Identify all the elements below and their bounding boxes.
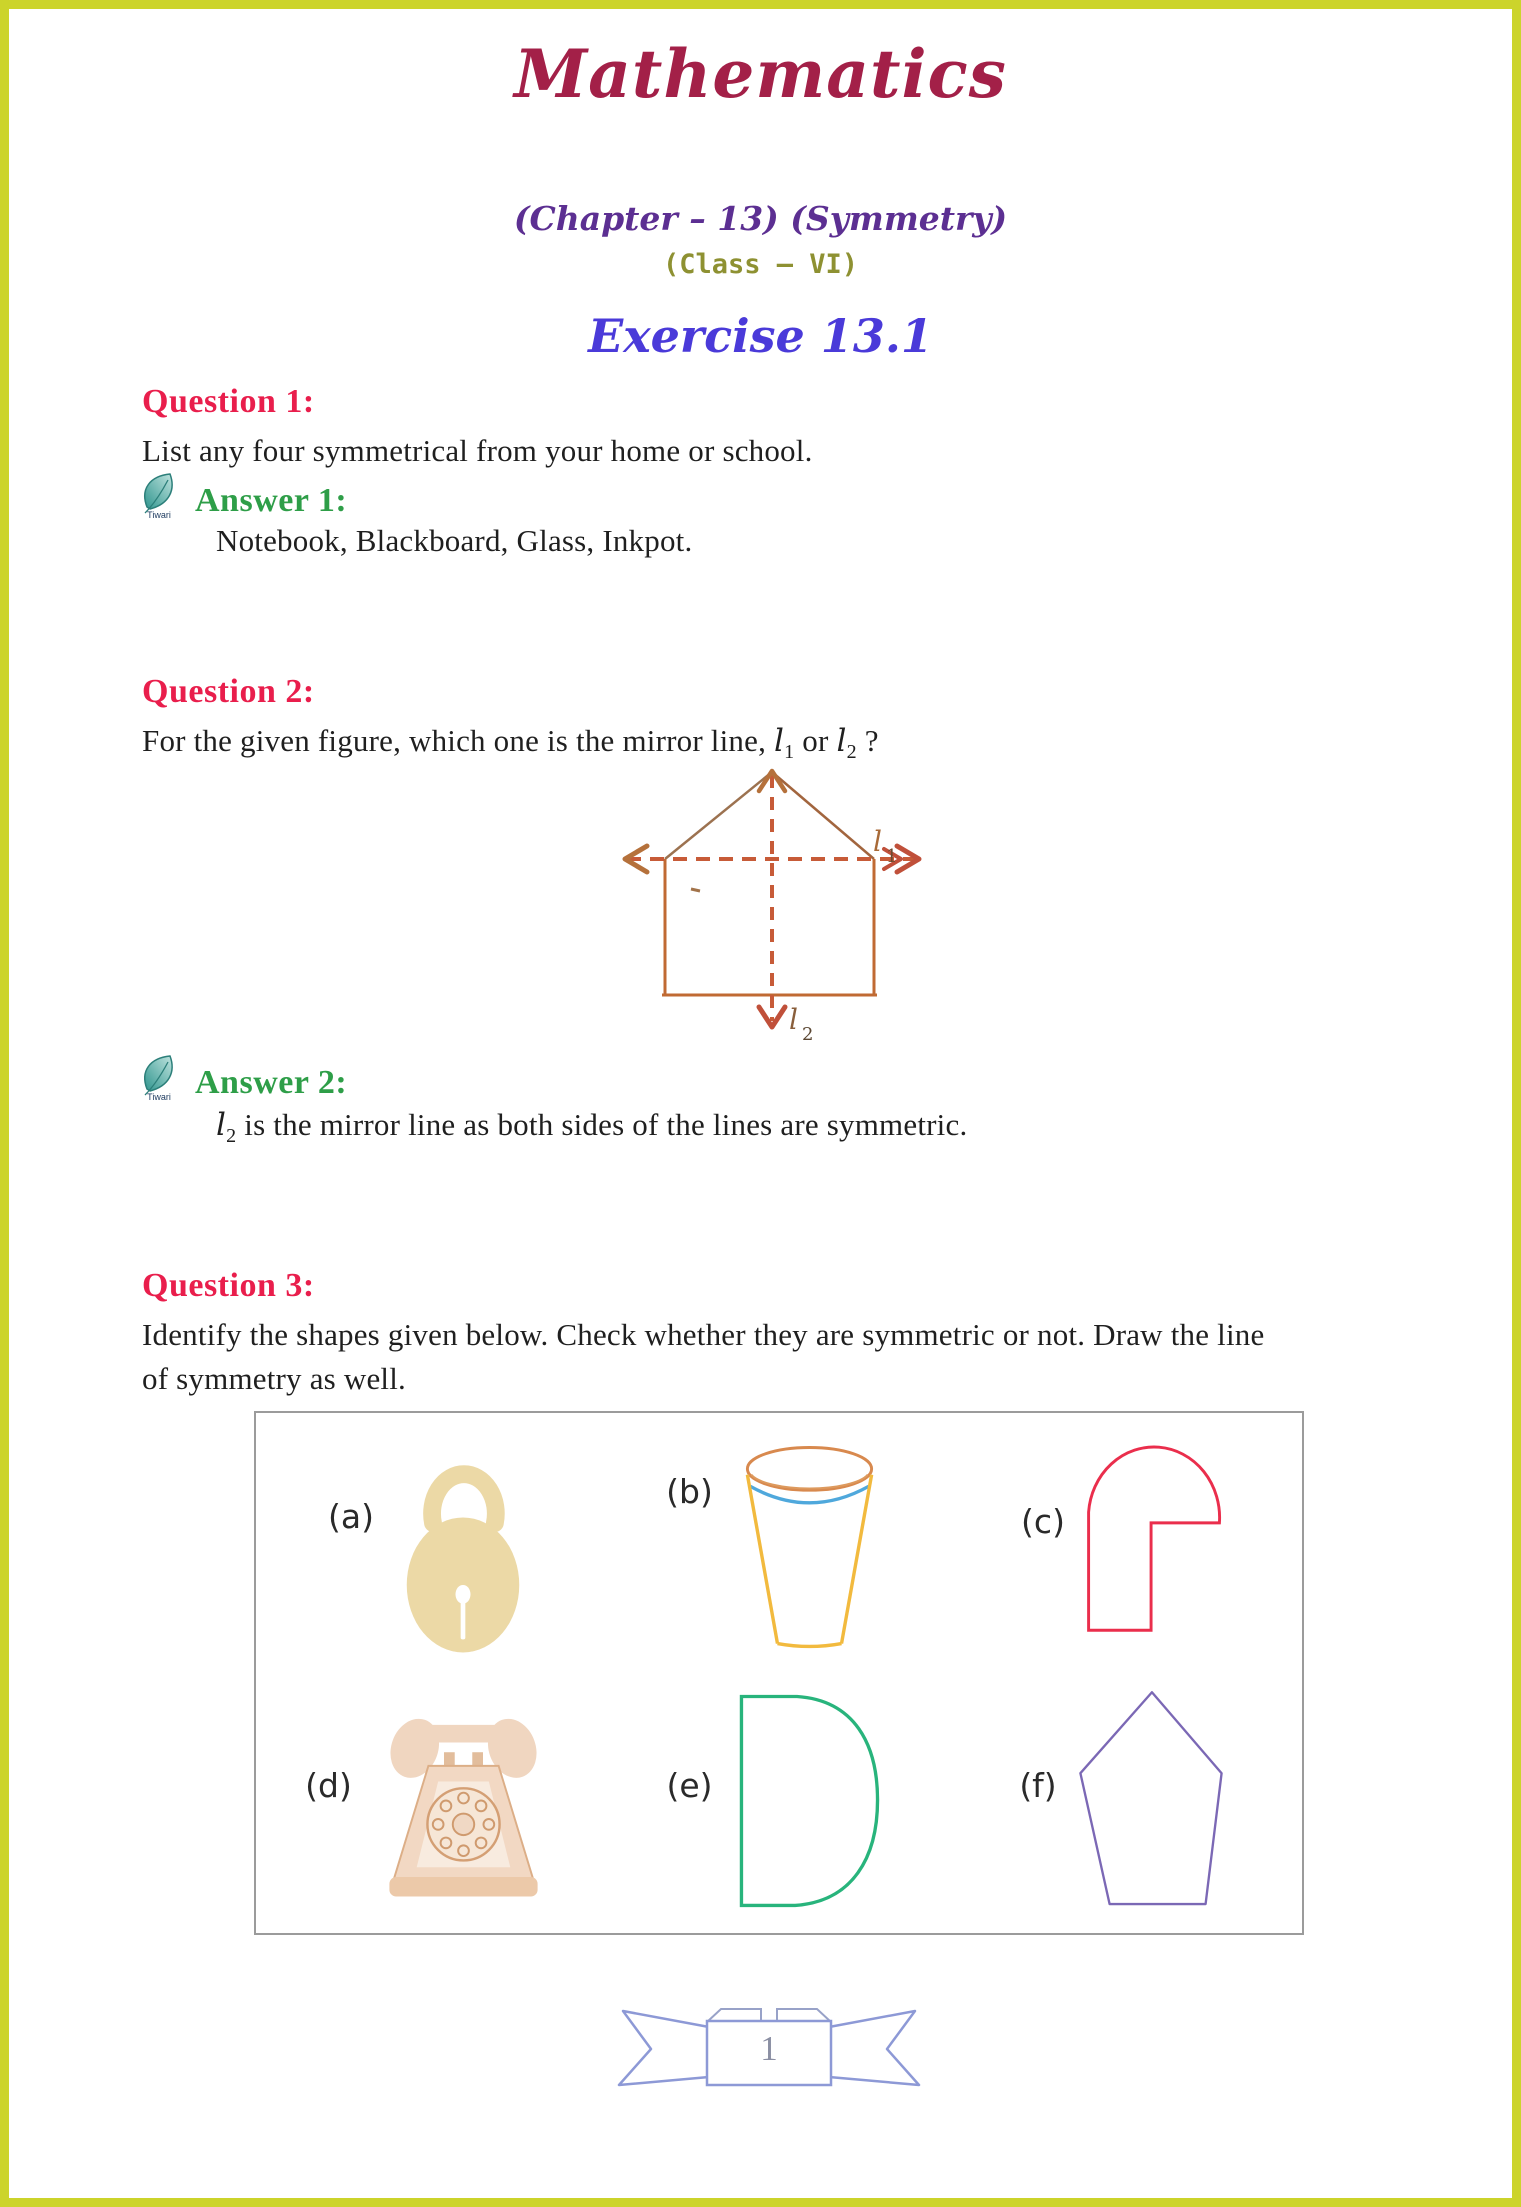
question-2-heading: Question 2: (142, 673, 315, 710)
answer-2-heading: Answer 2: (195, 1064, 348, 1101)
figure-l1-sub: 1 (886, 846, 898, 867)
answer-2-row (135, 1053, 347, 1102)
l1-symbol: l (773, 723, 785, 759)
shape-cell-c (1021, 1435, 1229, 1658)
question-2-text (142, 723, 879, 764)
question-2-text-start: For the given figure, which one is the mirror line, (142, 723, 767, 758)
shape-label-d: (d) (305, 1765, 352, 1805)
shape-cell-f (1019, 1682, 1230, 1919)
leaf-icon (139, 471, 179, 515)
leaf-icon (139, 1053, 179, 1097)
pentagon-shape (1071, 1682, 1231, 1919)
answer-2-text (216, 1107, 967, 1148)
figure-l2-sub: 2 (802, 1024, 814, 1045)
tiwari-leaf-icon (135, 471, 183, 520)
leaf-caption: Tiwari (147, 1092, 171, 1102)
question-3-text-line2: of symmetry as well. (142, 1361, 407, 1396)
shape-cell-d (305, 1694, 561, 1906)
l2-subscript: 2 (226, 1125, 237, 1148)
green-d-shape (727, 1685, 892, 1915)
tiwari-leaf-icon (135, 1053, 183, 1102)
l2-symbol: l (216, 1107, 227, 1143)
question-1-text: List any four symmetrical from your home or school. (142, 433, 813, 468)
l2-symbol: l (836, 723, 847, 759)
figure-l1-label: l (873, 825, 882, 858)
shape-cell-a (328, 1424, 538, 1669)
shape-label-b: (b) (666, 1471, 713, 1511)
l1-subscript: 1 (784, 741, 795, 764)
shape-label-a: (a) (328, 1496, 374, 1536)
answer-1-row (135, 471, 347, 520)
l2-subscript: 2 (846, 741, 857, 764)
page-number: 1 (760, 2029, 778, 2068)
house-figure (605, 763, 941, 1059)
answer-1-text: Notebook, Blackboard, Glass, Inkpot. (216, 523, 693, 558)
question-2-text-end: ? (864, 723, 879, 758)
shape-cell-e (666, 1685, 891, 1915)
question-3-text-line1: Identify the shapes given below. Check whether they are symmetric or not. Draw the line (142, 1317, 1265, 1352)
shape-label-c: (c) (1021, 1501, 1065, 1541)
question-3-heading: Question 3: (142, 1267, 315, 1304)
shapes-panel (254, 1411, 1304, 1935)
page-title: Mathematics (514, 35, 1007, 113)
leaf-caption: Tiwari (147, 510, 171, 520)
answer-1-heading: Answer 1: (195, 482, 348, 519)
question-2-or: or (802, 723, 829, 758)
shape-cell-b (666, 1429, 892, 1664)
answer-2-sentence: is the mirror line as both sides of the lines are symmetric. (244, 1107, 968, 1142)
exercise-heading: Exercise 13.1 (588, 309, 933, 363)
house-figure-drawing (605, 763, 941, 1059)
telephone-shape (366, 1694, 561, 1906)
glass-shape (727, 1429, 892, 1664)
page-number-ribbon (607, 1999, 931, 2101)
shape-label-e: (e) (666, 1765, 713, 1805)
class-subtitle: (Class – VI) (662, 249, 859, 280)
question-1-heading: Question 1: (142, 383, 315, 420)
red-arch-shape (1079, 1435, 1229, 1640)
chapter-subtitle: (Chapter – 13) (Symmetry) (513, 199, 1008, 238)
figure-l2-label: l (789, 1003, 798, 1036)
shape-label-f: (f) (1019, 1765, 1057, 1805)
lock-shape (388, 1424, 538, 1669)
